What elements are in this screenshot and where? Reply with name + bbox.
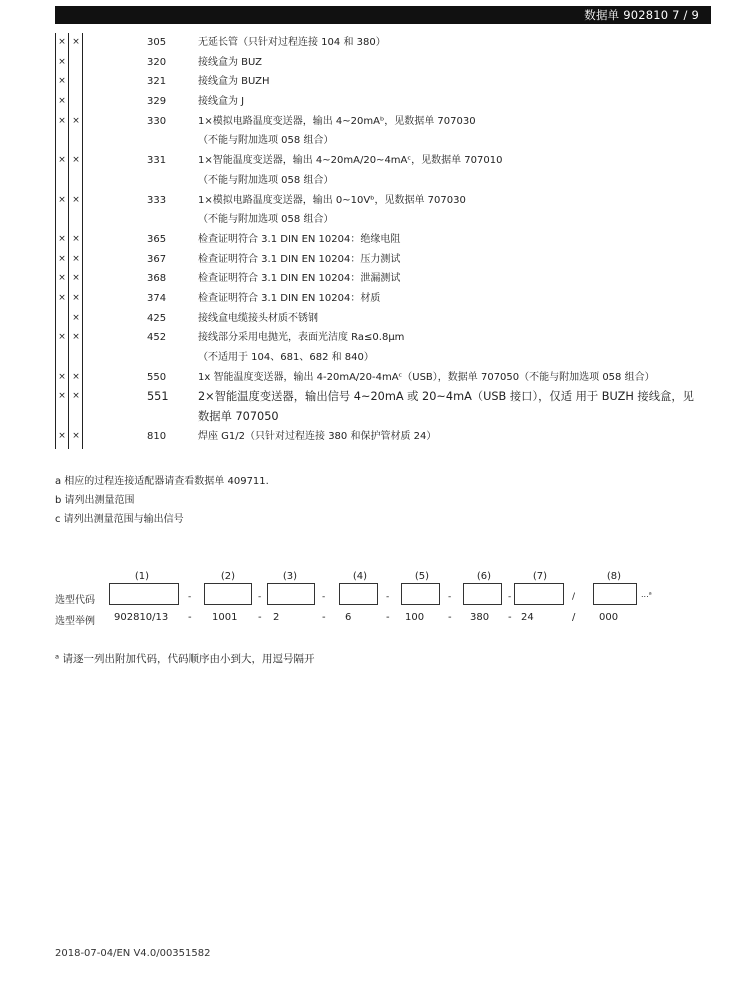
separator: - xyxy=(386,592,390,602)
separator: - xyxy=(448,592,452,602)
option-desc: 2×智能温度变送器，输出信号 4~20mA 或 20~4mA（USB 接口），仅适 用于 BUZH 接线盒，见 xyxy=(198,390,694,404)
document-footer: 2018-07-04/EN V4.0/00351582 xyxy=(55,948,211,959)
table-row xyxy=(55,210,715,230)
table-row xyxy=(55,151,715,171)
order-code-field-2[interactable] xyxy=(204,583,252,605)
order-code-label: 选型代码 xyxy=(55,595,95,606)
mark-col2: × xyxy=(72,233,80,244)
mark-col2: × xyxy=(72,292,80,303)
option-code: 331 xyxy=(147,155,167,167)
mark-col2: × xyxy=(72,37,80,47)
order-code-field-1[interactable] xyxy=(109,583,179,605)
example-separator: / xyxy=(572,612,576,623)
order-code-field-6[interactable] xyxy=(463,583,502,605)
table-row xyxy=(55,191,715,211)
option-code: 810 xyxy=(147,430,167,442)
option-code: 320 xyxy=(147,56,167,68)
option-desc: 无延长管（只针对过程连接 104 和 380） xyxy=(198,37,386,48)
option-desc: 检查证明符合 3.1 DIN EN 10204：材质 xyxy=(198,292,381,304)
additional-codes-note: ᵃ 请逐一列出附加代码，代码顺序由小到大，用逗号隔开 xyxy=(55,653,315,665)
option-code: 321 xyxy=(147,76,167,88)
mark-col2: × xyxy=(72,371,80,382)
slot-number: (3) xyxy=(282,571,298,582)
option-code: 550 xyxy=(147,371,167,383)
trailing-mark: ...ᵃ xyxy=(641,590,652,599)
mark-col1: × xyxy=(58,76,66,87)
separator: - xyxy=(188,592,192,602)
mark-col2: × xyxy=(72,312,80,323)
option-desc: 1x 智能温度变送器，输出 4-20mA/20-4mAᶜ（USB），数据单 707050（不能与附加选项 058 组合） xyxy=(198,371,655,383)
mark-col2: × xyxy=(72,194,80,205)
footnote-a: a 相应的过程连接适配器请查看数据单 409711. xyxy=(55,476,269,487)
example-value: 2 xyxy=(273,612,280,623)
separator: / xyxy=(572,592,576,602)
table-row xyxy=(55,348,715,368)
option-desc: 接线部分采用电抛光，表面光洁度 Ra≤0.8μm xyxy=(198,332,405,344)
order-code-field-3[interactable] xyxy=(267,583,315,605)
slot-number: (2) xyxy=(220,571,236,582)
option-desc: 接线盒为 BUZH xyxy=(198,76,270,88)
option-desc: 检查证明符合 3.1 DIN EN 10204：压力测试 xyxy=(198,253,401,265)
option-desc: 1×模拟电路温度变送器，输出 0~10Vᵇ，见数据单 707030 xyxy=(198,194,466,206)
table-row xyxy=(55,387,715,407)
mark-col1: × xyxy=(58,332,66,343)
option-code: 452 xyxy=(147,332,167,344)
table-row xyxy=(55,230,715,250)
option-desc: 接线盒电缆接头材质不锈钢 xyxy=(198,312,318,324)
slot-number: (8) xyxy=(606,571,622,582)
option-code: 367 xyxy=(147,253,167,265)
mark-col2: × xyxy=(72,332,80,343)
example-value: 6 xyxy=(345,612,352,623)
table-row xyxy=(55,92,715,112)
option-code: 425 xyxy=(147,312,167,324)
slot-number: (7) xyxy=(532,571,548,582)
option-desc: 焊座 G1/2（只针对过程连接 380 和保护管材质 24） xyxy=(198,430,437,442)
example-separator: - xyxy=(322,612,326,623)
mark-col1: × xyxy=(58,155,66,166)
example-separator: - xyxy=(386,612,390,623)
table-row xyxy=(55,269,715,289)
slot-number: (6) xyxy=(476,571,492,582)
order-code-field-4[interactable] xyxy=(339,583,378,605)
option-desc: 接线盒为 BUZ xyxy=(198,56,263,68)
option-code: 333 xyxy=(147,194,167,206)
mark-col2: × xyxy=(72,115,80,126)
example-separator: - xyxy=(258,612,262,623)
table-row xyxy=(55,289,715,309)
table-row xyxy=(55,53,715,73)
option-desc: 1×模拟电路温度变送器，输出 4~20mAᵇ，见数据单 707030 xyxy=(198,115,476,127)
option-desc: （不能与附加选项 058 组合） xyxy=(198,135,334,147)
option-code: 365 xyxy=(147,233,167,245)
slot-number: (1) xyxy=(134,571,150,582)
option-code: 374 xyxy=(147,292,167,304)
table-row xyxy=(55,328,715,348)
order-code-field-8[interactable] xyxy=(593,583,637,605)
example-value: 000 xyxy=(599,612,619,623)
mark-col2: × xyxy=(72,391,80,402)
option-desc: 检查证明符合 3.1 DIN EN 10204：泄漏测试 xyxy=(198,273,401,285)
table-row xyxy=(55,250,715,270)
slot-number: (5) xyxy=(414,571,430,582)
mark-col2: × xyxy=(72,273,80,284)
option-code: 305 xyxy=(147,37,167,48)
option-desc: 数据单 707050 xyxy=(198,410,279,424)
option-desc: （不适用于 104、681、682 和 840） xyxy=(198,352,374,363)
mark-col1: × xyxy=(58,253,66,264)
example-separator: - xyxy=(508,612,512,623)
mark-col1: × xyxy=(58,194,66,205)
example-value: 1001 xyxy=(212,612,238,623)
order-code-field-7[interactable] xyxy=(514,583,564,605)
example-value: 902810/13 xyxy=(114,612,169,623)
table-row xyxy=(55,33,715,53)
mark-col1: × xyxy=(58,371,66,382)
example-separator: - xyxy=(448,612,452,623)
mark-col1: × xyxy=(58,96,66,107)
option-code: 330 xyxy=(147,115,167,127)
mark-col2: × xyxy=(72,253,80,264)
option-code: 551 xyxy=(147,390,169,404)
option-table xyxy=(55,33,715,446)
mark-col1: × xyxy=(58,273,66,284)
table-row xyxy=(55,309,715,329)
example-separator: - xyxy=(188,612,192,623)
example-value: 100 xyxy=(405,612,425,623)
option-desc: 检查证明符合 3.1 DIN EN 10204：绝缘电阻 xyxy=(198,233,401,245)
table-row xyxy=(55,171,715,191)
mark-col1: × xyxy=(58,233,66,244)
option-code: 368 xyxy=(147,273,167,285)
mark-col1: × xyxy=(58,115,66,126)
table-row xyxy=(55,72,715,92)
mark-col1: × xyxy=(58,391,66,402)
option-desc: （不能与附加选项 058 组合） xyxy=(198,214,334,226)
separator: - xyxy=(322,592,326,602)
mark-col1: × xyxy=(58,292,66,303)
table-row xyxy=(55,427,715,447)
mark-col1: × xyxy=(58,37,66,47)
option-desc: 接线盒为 J xyxy=(198,96,245,108)
table-row xyxy=(55,112,715,132)
slot-number: (4) xyxy=(352,571,368,582)
separator: - xyxy=(508,592,512,602)
separator: - xyxy=(258,592,262,602)
example-value: 380 xyxy=(470,612,490,623)
footnote-c: c 请列出测量范围与输出信号 xyxy=(55,514,184,525)
header-bar xyxy=(55,6,711,24)
order-code-field-5[interactable] xyxy=(401,583,440,605)
order-example-label: 选型举例 xyxy=(55,616,95,627)
example-value: 24 xyxy=(521,612,534,623)
footnote-b: b 请列出测量范围 xyxy=(55,495,135,506)
mark-col2: × xyxy=(72,430,80,441)
option-code: 329 xyxy=(147,96,167,108)
table-row xyxy=(55,368,715,388)
table-row xyxy=(55,407,715,427)
option-desc: （不能与附加选项 058 组合） xyxy=(198,174,334,186)
mark-col1: × xyxy=(58,430,66,441)
mark-col1: × xyxy=(58,56,66,67)
page-header: 数据单 902810 7 / 9 xyxy=(584,8,699,22)
table-row xyxy=(55,131,715,151)
option-desc: 1×智能温度变送器，输出 4~20mA/20~4mAᶜ，见数据单 707010 xyxy=(198,155,503,167)
mark-col2: × xyxy=(72,155,80,166)
